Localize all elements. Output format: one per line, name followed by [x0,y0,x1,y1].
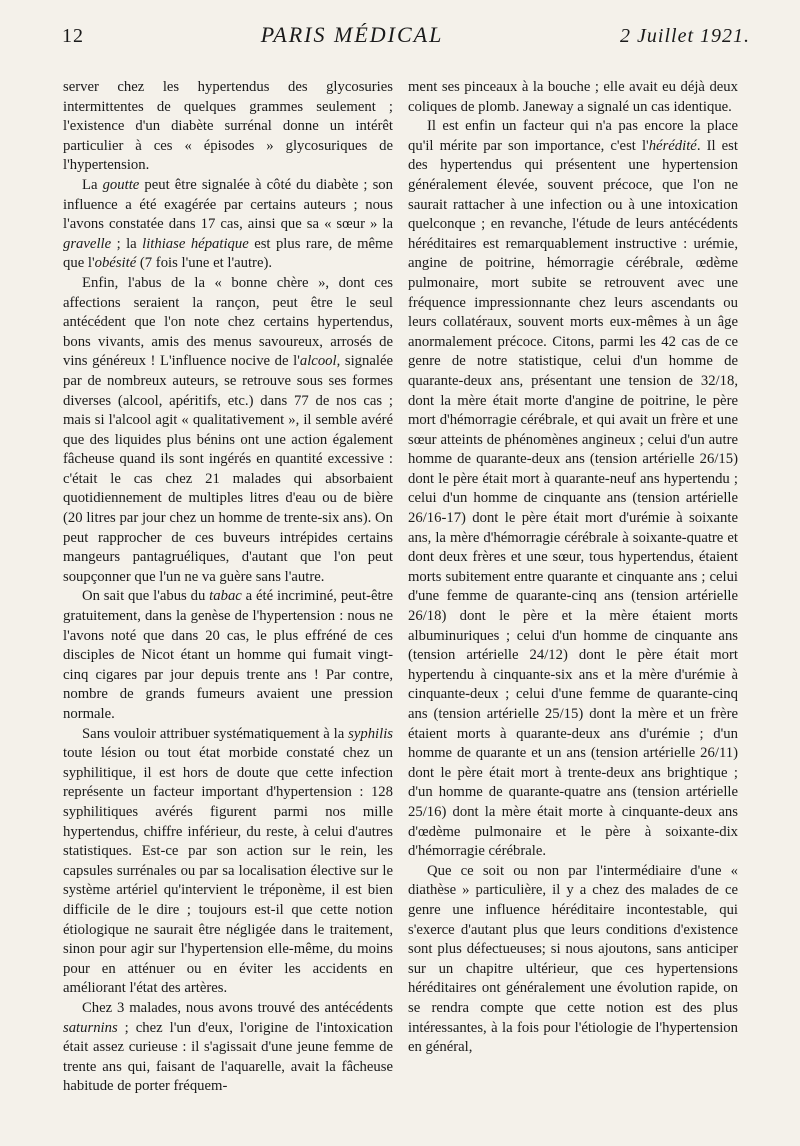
paragraph: server chez les hypertendus des glycosuries intermittentes de quelques grammes seulement ; l'existence d'un diabète surrénal donne un intérêt particulier à ces « épisodes » glycosuriques de l'hypertension. [63,79,393,174]
paragraph: Que ce soit ou non par l'intermédiaire d'une « diathèse » particulière, il y a chez des malades de ce genre une influence héréditaire incontestable, qui s'exerce d'autant plus que leurs conditions d'existence sont plus défectueuses; si nous ajoutons, sans anticiper sur un chapitre ultérieur, que ces hypertensions héréditaires ont généralement une évolution rapide, on se rendra compte que cette notion est des plus intéressantes, à la fois pour l'étiologie de l'hypertension en général, [408,862,738,1056]
paragraph: La goutte peut être signalée à côté du diabète ; son influence a été exagérée par certains auteurs ; nous l'avons constatée dans 17 cas, ainsi que sa « sœur » la gravelle ; la lithiase hépatique est plus rare, de même que l'obésité (7 fois l'une et l'autre). [63,176,393,272]
right-column [408,78,738,1058]
paragraph: Chez 3 malades, nous avons trouvé des antécédents saturnins ; chez l'un d'eux, l'origine de l'intoxication était assez curieuse : il s'agissait d'une jeune femme de trente ans qui, faisant de l'aquarelle, avait la fâcheuse habitude de porter fréquem- [63,999,393,1095]
paragraph: ment ses pinceaux à la bouche ; elle avait eu déjà deux coliques de plomb. Janeway a signalé un cas identique. [408,79,738,115]
paragraph: Il est enfin un facteur qui n'a pas encore la place qu'il mérite par son importance, c'est l'hérédité. Il est des hypertendus qui présentent une hypertension généralement élevée, souvent précoce, que l'on ne saurait rattacher à une infection ou à une intoxication quelconque ; en revanche, l'étude de leurs antécédents héréditaires est remarquablement instructive : urémie, angine de poitrine, hémorragie cérébrale, œdème pulmonaire, mort subite se retrouvent avec une fréquence impressionnante chez leurs ascendants ou leurs collatéraux, souvent morts eux-mêmes à un âge anormalement précoce. Citons, parmi les 42 cas de ce genre de notre statistique, celui d'un homme de quarante-deux ans, présentant une tension de 32/18, dont la mère était morte d'angine de poitrine, le père mort d'hémorragie cérébrale, et qui avait un frère et une sœur atteints de phénomènes angineux ; celui d'un autre homme de quarante-deux ans (tension artérielle 26/15) dont le père était mort à quarante-neuf ans hypertendu ; celui d'un homme de cinquante ans (tension artérielle 26/16-17) dont le père était mort d'urémie à soixante ans, la mère d'hémorragie cérébrale à soixante-quatre et dont deux frères et une sœur, tous hypertendus, étaient morts subitement entre quarante et cinquante ans ; celui d'une femme de quarante-cinq ans (tension artérielle 26/18) dont le père et la mère étaient morts albuminuriques ; celui d'un homme de cinquante ans (tension artérielle 24/12) dont le père était mort hypertendu à cinquante-six ans et la mère d'urémie à cinquante-deux ; celui d'une femme de quarante-cinq ans (tension artérielle 25/15) dont la mère et un frère étaient morts à quarante-deux ans d'urémie ; d'un homme de quarante et un ans (tension artérielle 26/11) dont le père était mort à trente-deux ans brightique ; d'un homme de quarante-quatre ans (tension artérielle 25/16) dont la mère était morte à cinquante-deux ans d'œdème pulmonaire et le père à soixante-dix d'hémorragie cérébrale. [408,118,738,860]
paragraph: Sans vouloir attribuer systématiquement à la syphilis toute lésion ou tout état morbide constaté chez un syphilitique, il est hors de doute que cette infection représente un facteur important d'hypertension : 128 syphilitiques avérés figurent parmi nos mille hypertendus, chiffre inférieur, du reste, à celui d'autres statistiques. Est-ce par son action sur le rein, les capsules surrénales ou par sa localisation élective sur le système artériel qu'intervient le tréponème, il est bien difficile de le dire ; toujours est-il que cette notion étiologique ne saurait être négligée dans le traitement, sinon pour agir sur l'hypertension elle-même, du moins pour en atténuer ou en éviter les accidents en améliorant l'état des artères. [63,725,393,997]
issue-date: 2 Juillet 1921. [620,25,750,47]
journal-title: PARIS MÉDICAL [260,22,444,47]
paragraph: Enfin, l'abus de la « bonne chère », dont ces affections seraient la rançon, peut être le seul antécédent que l'on note chez certains hypertendus, bons vivants, amis des menus savoureux, arrosés de vins généreux ! L'influence nocive de l'alcool, signalée par de nombreux auteurs, se retrouve sous ses formes diverses (alcool, apéritifs, etc.) dans 77 de nos cas ; mais si l'alcool agit « qualitativement », il semble avéré que des liquides plus bénins ont une action également fâcheuse quand ils sont ingérés en quantité excessive : c'était le cas chez 21 malades qui absorbaient quotidiennement de multiples litres d'eau ou de bière (20 litres par jour chez un homme de trente-six ans). On peut rapprocher de ces buveurs intrépides certains mangeurs pantagruéliques, d'autant que l'on peut soupçonner que l'un ne va guère sans l'autre. [63,274,393,585]
left-column [63,78,393,1097]
page-number: 12 [62,25,84,47]
page-header [62,22,750,62]
paragraph: On sait que l'abus du tabac a été incriminé, peut-être gratuitement, dans la genèse de l'hypertension : nous ne l'avons noté que dans 20 cas, le plus effréné de ces disciples de Nicot étant un homme qui fumait vingt-cinq cigares par jour depuis trente ans ! Par contre, nombre de grands fumeurs avaient une pression normale. [63,588,394,722]
